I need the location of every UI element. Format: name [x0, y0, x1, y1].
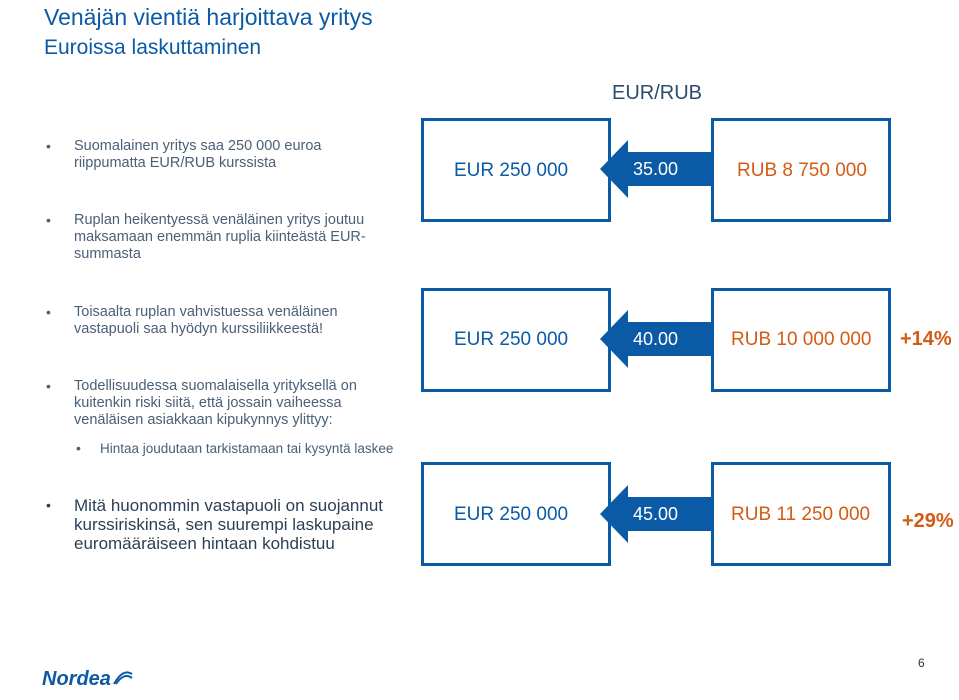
nordea-logo: Nordea [42, 668, 111, 690]
rub-amount: RUB 10 000 000 [731, 329, 872, 350]
bullet-line: summasta [74, 246, 141, 262]
bullet-line: Toisaalta ruplan vahvistuessa venäläinen [74, 304, 338, 320]
bullet-line: Todellisuudessa suomalaisella yrityksellä on [74, 378, 357, 394]
bullet-line: vastapuoli saa hyödyn kurssiliikkeestä! [74, 321, 324, 337]
bullet-line: Mitä huonommin vastapuoli on suojannut [74, 496, 384, 515]
nordea-logo-icon [112, 668, 134, 686]
rate-value: 40.00 [633, 329, 679, 349]
eur-amount: EUR 250 000 [454, 160, 569, 181]
bullet-line: euromääräiseen hintaan kohdistuu [74, 534, 335, 553]
rub-amount: RUB 11 250 000 [731, 504, 871, 525]
bullet-line: kuitenkin riski siitä, että jossain vaiheessa [74, 395, 342, 411]
bullet-icon: • [46, 304, 51, 320]
bullet-icon: • [46, 138, 51, 154]
bullet-line: riippumatta EUR/RUB kurssista [74, 155, 277, 171]
eur-amount: EUR 250 000 [454, 329, 569, 350]
rub-change-percent: +14% [900, 328, 952, 350]
rub-change-percent: +29% [902, 510, 954, 532]
bullet-line: maksamaan enemmän ruplia kiinteästä EUR- [74, 229, 366, 245]
bullet-line: Ruplan heikentyessä venäläinen yritys joutuu [74, 212, 365, 228]
rub-amount: RUB 8 750 000 [737, 160, 867, 181]
rate-value: 35.00 [633, 159, 679, 179]
page-number: 6 [918, 656, 925, 670]
bullet-icon: • [46, 212, 51, 228]
bullet-line: venäläisen asiakkaan kipukynnys ylittyy: [74, 412, 333, 428]
slide-title: Venäjän vientiä harjoittava yritys [44, 4, 373, 30]
bullet-line: Suomalainen yritys saa 250 000 euroa [74, 138, 322, 154]
rate-column-header: EUR/RUB [612, 82, 703, 104]
bullet-icon: • [76, 440, 81, 456]
bullet-icon: • [46, 378, 51, 394]
eur-amount: EUR 250 000 [454, 504, 569, 525]
slide-subtitle: Euroissa laskuttaminen [44, 36, 262, 59]
bullet-line: kurssiriskinsä, sen suurempi laskupaine [74, 515, 374, 534]
bullet-line: Hintaa joudutaan tarkistamaan tai kysyntä laskee [100, 441, 394, 456]
bullet-icon: • [46, 497, 51, 513]
rate-value: 45.00 [633, 504, 679, 524]
